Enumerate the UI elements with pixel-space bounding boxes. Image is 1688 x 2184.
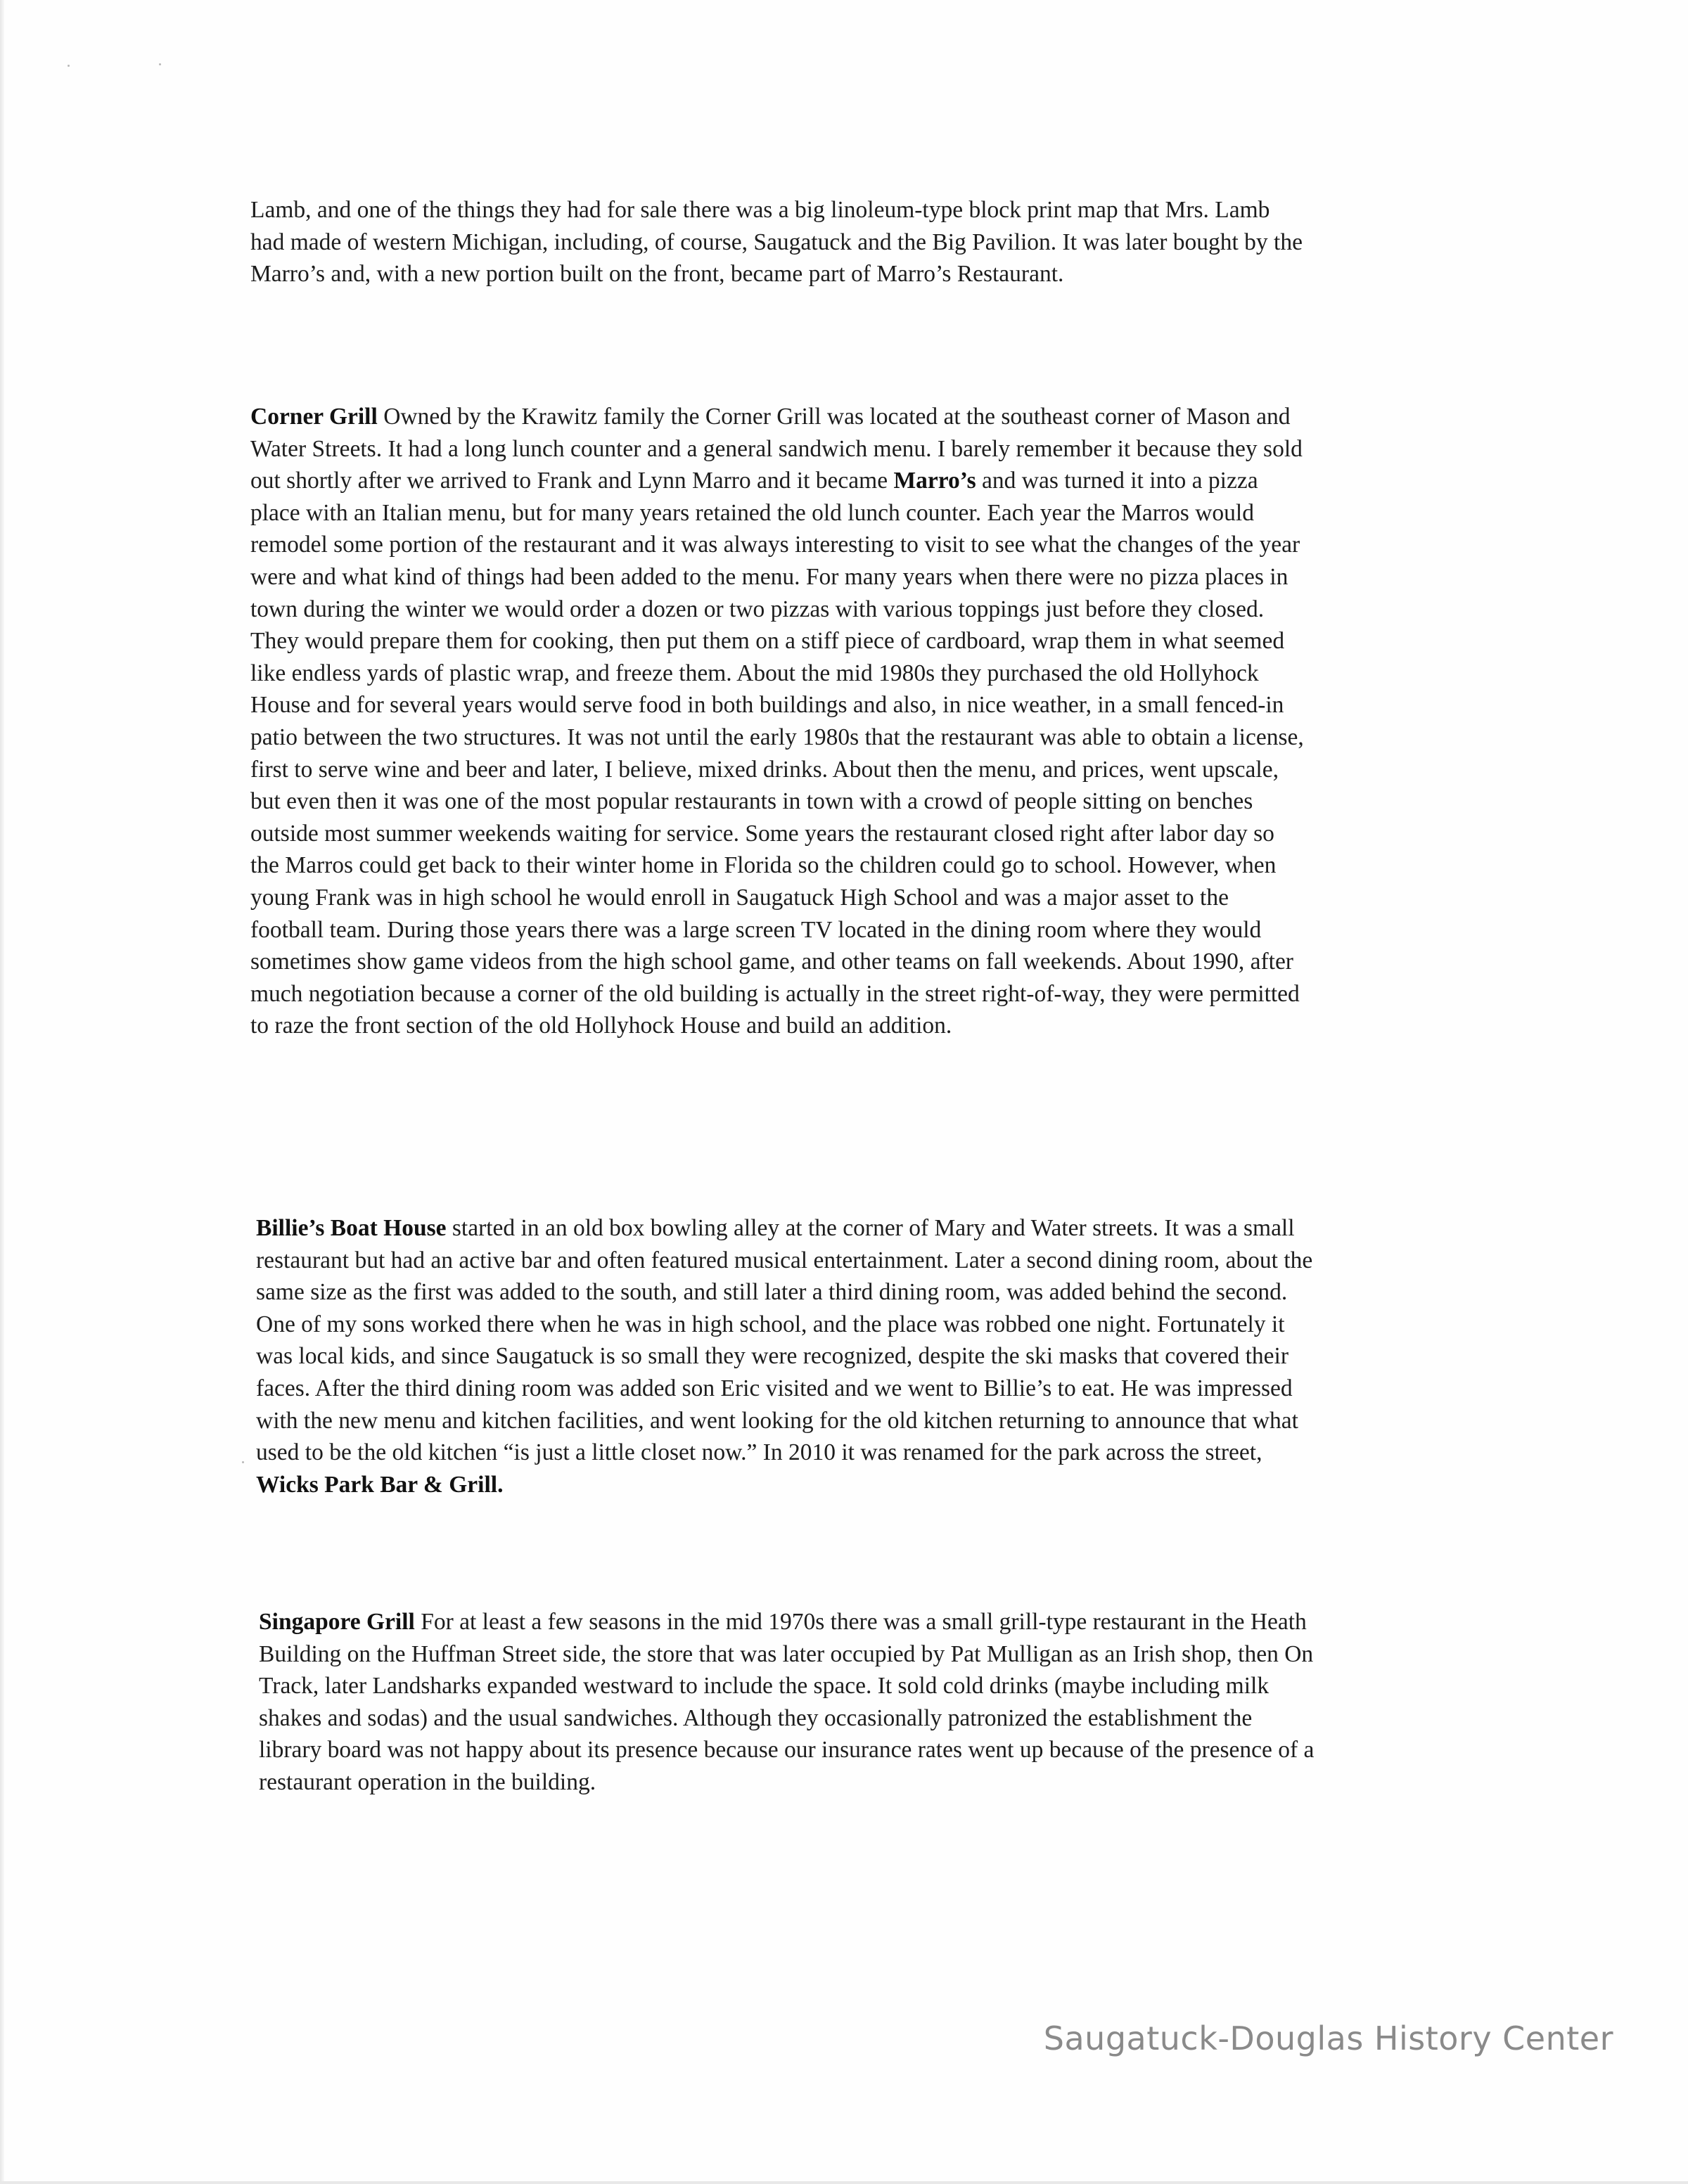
text-line bbox=[256, 1469, 1494, 1501]
text-line: young Frank was in high school he would enroll in Saugatuck High School and was a major asset to the bbox=[250, 884, 1229, 911]
text-line: Building on the Huffman Street side, the store that was later occupied by Pat Mulligan as an Irish shop, then On bbox=[259, 1640, 1314, 1667]
text-line: Corner Grill Owned by the Krawitz family the Corner Grill was located at the southeast corner of Mason and bbox=[250, 404, 1291, 430]
text-line: had made of western Michigan, including, of course, Saugatuck and the Big Pavilion. It was later bought by the bbox=[250, 229, 1303, 255]
text-line: patio between the two structures. It was not until the early 1980s that the restaurant was able to obtain a license, bbox=[250, 724, 1304, 750]
scan-speck bbox=[159, 63, 161, 65]
text-line: One of my sons worked there when he was in high school, and the place was robbed one night. Fortunately it bbox=[256, 1311, 1285, 1337]
text-line: were and what kind of things had been added to the menu. For many years when there were no pizza places in bbox=[250, 563, 1289, 590]
scan-speck bbox=[68, 65, 70, 67]
inline-bold-marros: Marro’s bbox=[893, 468, 976, 494]
text-line: much negotiation because a corner of the old building is actually in the street right-of-way, they were permitted bbox=[250, 980, 1300, 1007]
text-line: restaurant but had an active bar and often featured musical entertainment. Later a second dining room, about the bbox=[256, 1247, 1313, 1273]
heading-billies-boat-house: Billie’s Boat House bbox=[256, 1215, 447, 1241]
text-line: town during the winter we would order a dozen or two pizzas with various toppings just before they closed. bbox=[250, 596, 1265, 622]
text-line: Singapore Grill For at least a few seasons in the mid 1970s there was a small grill-type restaurant in the Heath bbox=[259, 1609, 1307, 1635]
text-line: Lamb, and one of the things they had for sale there was a big linoleum-type block print map that Mrs. Lamb bbox=[250, 197, 1270, 223]
text-line: the Marros could get back to their winter home in Florida so the children could go to school. However, when bbox=[250, 852, 1277, 879]
text-line: Track, later Landsharks expanded westward to include the space. It sold cold drinks (maybe including milk bbox=[259, 1673, 1270, 1700]
text-line: place with an Italian menu, but for many years retained the old lunch counter. Each year the Marros would bbox=[250, 499, 1254, 526]
text-line: sometimes show game videos from the high school game, and other teams on fall weekends. About 1990, after bbox=[250, 949, 1293, 975]
text-line: outside most summer weekends waiting for service. Some years the restaurant closed right after labor day so bbox=[250, 820, 1274, 847]
text-line: They would prepare them for cooking, then put them on a stiff piece of cardboard, wrap them in what seemed bbox=[250, 628, 1285, 655]
text-line: restaurant operation in the building. bbox=[259, 1768, 596, 1795]
scan-bottom-edge bbox=[0, 2181, 1688, 2184]
paragraph-lamb bbox=[250, 194, 1488, 290]
text-line: Water Streets. It had a long lunch counter and a general sandwich menu. I barely remember it because they sold bbox=[250, 435, 1303, 462]
paragraph-corner-grill bbox=[250, 401, 1488, 1042]
text-line: used to be the old kitchen “is just a little closet now.” In 2010 it was renamed for the park across the street, bbox=[256, 1439, 1262, 1466]
text-line: remodel some portion of the restaurant and it was always interesting to visit to see what the changes of the year bbox=[250, 532, 1300, 558]
paragraph-billies-boat-house bbox=[256, 1212, 1494, 1501]
watermark-saugatuck-douglas-history-center: Saugatuck-Douglas History Center bbox=[1043, 2019, 1613, 2057]
text-line: same size as the first was added to the south, and still later a third dining room, was added behind the second. bbox=[256, 1279, 1288, 1306]
text-line: library board was not happy about its presence because our insurance rates went up because of the presence of a bbox=[259, 1737, 1315, 1764]
text-line: first to serve wine and beer and later, I believe, mixed drinks. About then the menu, and prices, went upscale, bbox=[250, 756, 1279, 783]
text-line: with the new menu and kitchen facilities, and went looking for the old kitchen returning to announce that what bbox=[256, 1407, 1298, 1434]
text-line: Billie’s Boat House started in an old box bowling alley at the corner of Mary and Water streets. It was a small bbox=[256, 1215, 1295, 1241]
heading-wicks-park-bar-grill: Wicks Park Bar & Grill. bbox=[256, 1471, 504, 1498]
text-line: football team. During those years there was a large screen TV located in the dining room where they would bbox=[250, 916, 1262, 943]
text-line: shakes and sodas) and the usual sandwiches. Although they occasionally patronized the establishment the bbox=[259, 1704, 1253, 1731]
text-line: but even then it was one of the most popular restaurants in town with a crowd of people sitting on benches bbox=[250, 788, 1253, 815]
text-line: like endless yards of plastic wrap, and freeze them. About the mid 1980s they purchased the old Hollyhock bbox=[250, 660, 1259, 686]
text-line: to raze the front section of the old Hollyhock House and build an addition. bbox=[250, 1013, 952, 1039]
scan-speck bbox=[242, 1461, 244, 1463]
text-line: out shortly after we arrived to Frank and Lynn Marro and it became Marro’s and was turned it into a pizza bbox=[250, 468, 1258, 494]
heading-singapore-grill: Singapore Grill bbox=[259, 1609, 415, 1635]
scan-left-edge bbox=[0, 0, 4, 2184]
text-line: was local kids, and since Saugatuck is so small they were recognized, despite the ski masks that covered their bbox=[256, 1343, 1289, 1370]
text-line: faces. After the third dining room was added son Eric visited and we went to Billie’s to eat. He was impressed bbox=[256, 1375, 1293, 1401]
paragraph-singapore-grill bbox=[259, 1606, 1497, 1799]
heading-corner-grill: Corner Grill bbox=[250, 404, 378, 430]
text-line: House and for several years would serve food in both buildings and also, in nice weather, in a small fenced-in bbox=[250, 692, 1284, 719]
text-line: Marro’s and, with a new portion built on the front, became part of Marro’s Restaurant. bbox=[250, 261, 1064, 288]
